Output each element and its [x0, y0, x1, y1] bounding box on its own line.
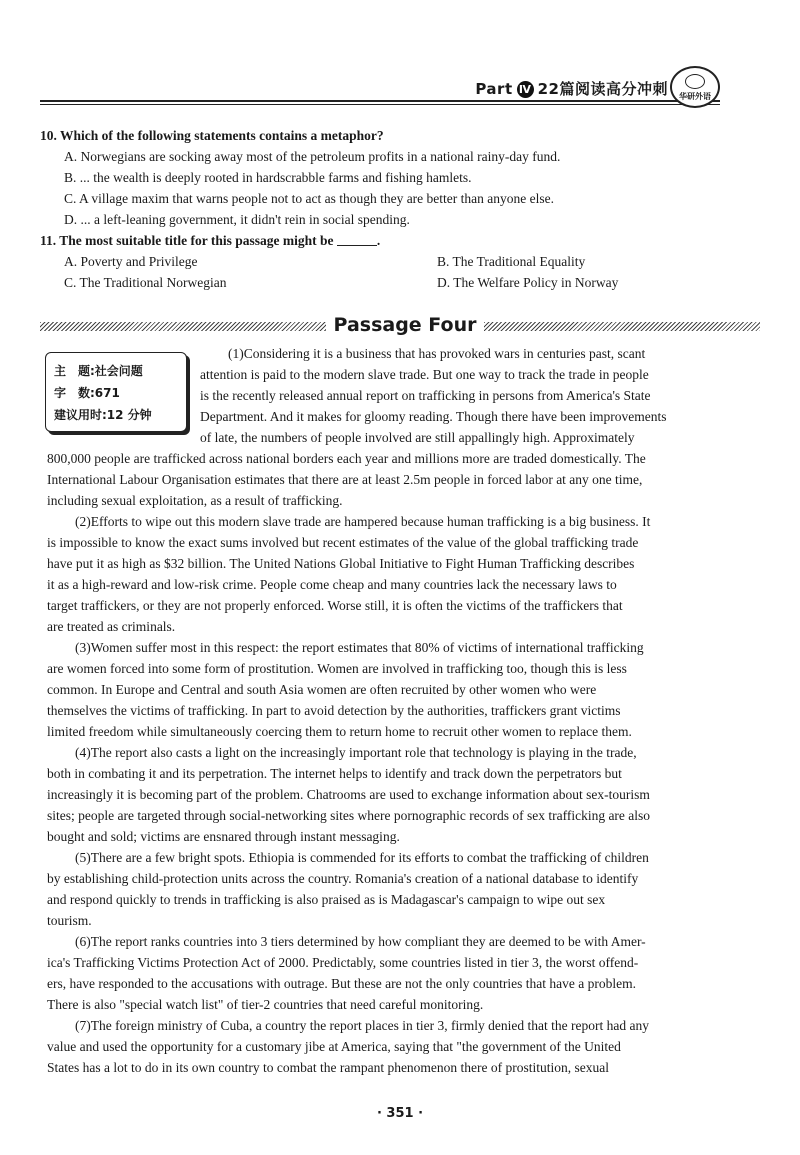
question-11-stem-end: .	[376, 233, 381, 248]
passage-line: is impossible to know the exact sums involved but recent estimates of the value of the global trafficking trade	[47, 535, 639, 550]
header-rule	[40, 100, 720, 102]
passage-line: (2)Efforts to wipe out this modern slave trade are hampered because human trafficking is a big business. It	[75, 514, 651, 529]
passage-line: Department. And it makes for gloomy reading. Though there have been improvements	[200, 409, 667, 424]
section-title: 22篇阅读高分冲刺	[537, 80, 668, 98]
question-11-stem-text: 11. The most suitable title for this passage might be	[40, 233, 334, 248]
passage-line: is the recently released annual report on trafficking in persons from America's State	[200, 388, 651, 403]
passage-line: and respond quickly to trends in trafficking is also praised as is Madagascar's campaign to wipe out sex	[47, 892, 606, 907]
passage-line: ica's Trafficking Victims Protection Act of 2000. Predictably, some countries listed in tier 3, the worst offend-	[47, 955, 639, 970]
passage-line: sites; people are targeted through social-networking sites where pornographic records of sex trafficking are also	[47, 808, 651, 823]
passage-line: both in combating it and its perpetration. The internet helps to identify and track down the perpetrators but	[47, 766, 622, 781]
question-11-option-a: A. Poverty and Privilege	[64, 254, 198, 269]
passage-line: common. In Europe and Central and south Asia women are often recruited by other women who were	[47, 682, 597, 697]
passage-info-box	[45, 352, 187, 432]
passage-line: limited freedom while simultaneously coercing them to return home to recruit other women to replace them.	[47, 724, 632, 739]
passage-banner	[40, 316, 760, 338]
passage-line: are women forced into some form of prostitution. Women are involved in trafficking too, though this is less	[47, 661, 627, 676]
passage-line: increasingly it is becoming part of the problem. Chatrooms are used to exchange information about sex-tourism	[47, 787, 650, 802]
passage-line: (7)The foreign ministry of Cuba, a country the report places in tier 3, firmly denied that the report had any	[75, 1018, 649, 1033]
info-suggested-time: 建议用时:12 分钟	[54, 408, 152, 422]
passage-line: bought and sold; victims are ensnared through instant messaging.	[47, 829, 400, 844]
passage-line: 800,000 people are trafficked across national borders each year and millions more are traded domestically. The	[47, 451, 646, 466]
question-10-option-d: D. ... a left-leaning government, it didn't rein in social spending.	[64, 212, 410, 227]
passage-line: (1)Considering it is a business that has provoked wars in centuries past, scant	[228, 346, 646, 361]
question-11-option-c: C. The Traditional Norwegian	[64, 275, 227, 290]
passage-line: There is also "special watch list" of tier-2 countries that need careful monitoring.	[47, 997, 484, 1012]
passage-line: it as a high-reward and low-risk crime. People come cheap and many countries lack the necessary laws to	[47, 577, 617, 592]
question-11-stem	[40, 233, 380, 249]
passage-line: including sexual exploitation, as a result of trafficking.	[47, 493, 343, 508]
passage-line: are treated as criminals.	[47, 619, 176, 634]
page-number: · 351 ·	[376, 1106, 424, 1121]
info-topic: 主 题:社会问题	[54, 364, 143, 378]
header-title	[475, 78, 668, 99]
logo-text: 华研外语	[679, 92, 711, 101]
passage-line: of late, the numbers of people involved are still appallingly high. Approximately	[200, 430, 635, 445]
banner-hatch-right	[484, 322, 760, 331]
passage-line: International Labour Organisation estimates that there are at least 2.5m people in forced labor at any one time,	[47, 472, 643, 487]
question-10-option-c: C. A village maxim that warns people not to act as though they are better than anyone else.	[64, 191, 554, 206]
question-10-stem: 10. Which of the following statements contains a metaphor?	[40, 128, 384, 143]
passage-line: (5)There are a few bright spots. Ethiopia is commended for its efforts to combat the trafficking of children	[75, 850, 649, 865]
passage-line: themselves the victims of trafficking. In part to avoid detection by the authorities, traffickers grant victims	[47, 703, 621, 718]
question-10-option-a: A. Norwegians are socking away most of the petroleum profits in a national rainy-day fund.	[64, 149, 561, 164]
header-rule-thin	[40, 104, 720, 105]
passage-line: target traffickers, or they are not properly enforced. Worse still, it is often the victims of the traffickers that	[47, 598, 623, 613]
passage-line: have put it as high as $32 billion. The United Nations Global Initiative to Fight Human Trafficking describes	[47, 556, 635, 571]
passage-line: tourism.	[47, 913, 92, 928]
logo-face-icon	[685, 74, 705, 89]
question-11-option-d: D. The Welfare Policy in Norway	[437, 275, 619, 290]
passage-title: Passage Four	[333, 314, 477, 336]
page-header	[40, 68, 760, 108]
question-11-option-b: B. The Traditional Equality	[437, 254, 586, 269]
passage-line: (3)Women suffer most in this respect: the report estimates that 80% of victims of international trafficking	[75, 640, 644, 655]
info-word-count: 字 数:671	[54, 386, 120, 400]
passage-line: value and used the opportunity for a customary jibe at America, saying that "the government of the United	[47, 1039, 621, 1054]
passage-line: by establishing child-protection units across the country. Romania's creation of a national database to identify	[47, 871, 639, 886]
passage-line: ers, have responded to the accusations with outrage. But these are not the only countries that have a problem.	[47, 976, 636, 991]
passage-line: (6)The report ranks countries into 3 tiers determined by how compliant they are deemed to be with Amer-	[75, 934, 646, 949]
passage-line: States has a lot to do in its own country to combat the rampant phenomenon there of prostitution, sexual	[47, 1060, 610, 1075]
banner-hatch-left	[40, 322, 326, 331]
part-label: Part	[475, 80, 513, 98]
question-10-option-b: B. ... the wealth is deeply rooted in hardscrabble farms and fishing hamlets.	[64, 170, 472, 185]
passage-line: (4)The report also casts a light on the increasingly important role that technology is playing in the trade,	[75, 745, 637, 760]
answer-blank	[337, 233, 377, 246]
publisher-logo	[670, 66, 720, 108]
passage-line: attention is paid to the modern slave trade. But one way to track the trade in people	[200, 367, 649, 382]
part-number-badge: Ⅳ	[517, 81, 534, 98]
